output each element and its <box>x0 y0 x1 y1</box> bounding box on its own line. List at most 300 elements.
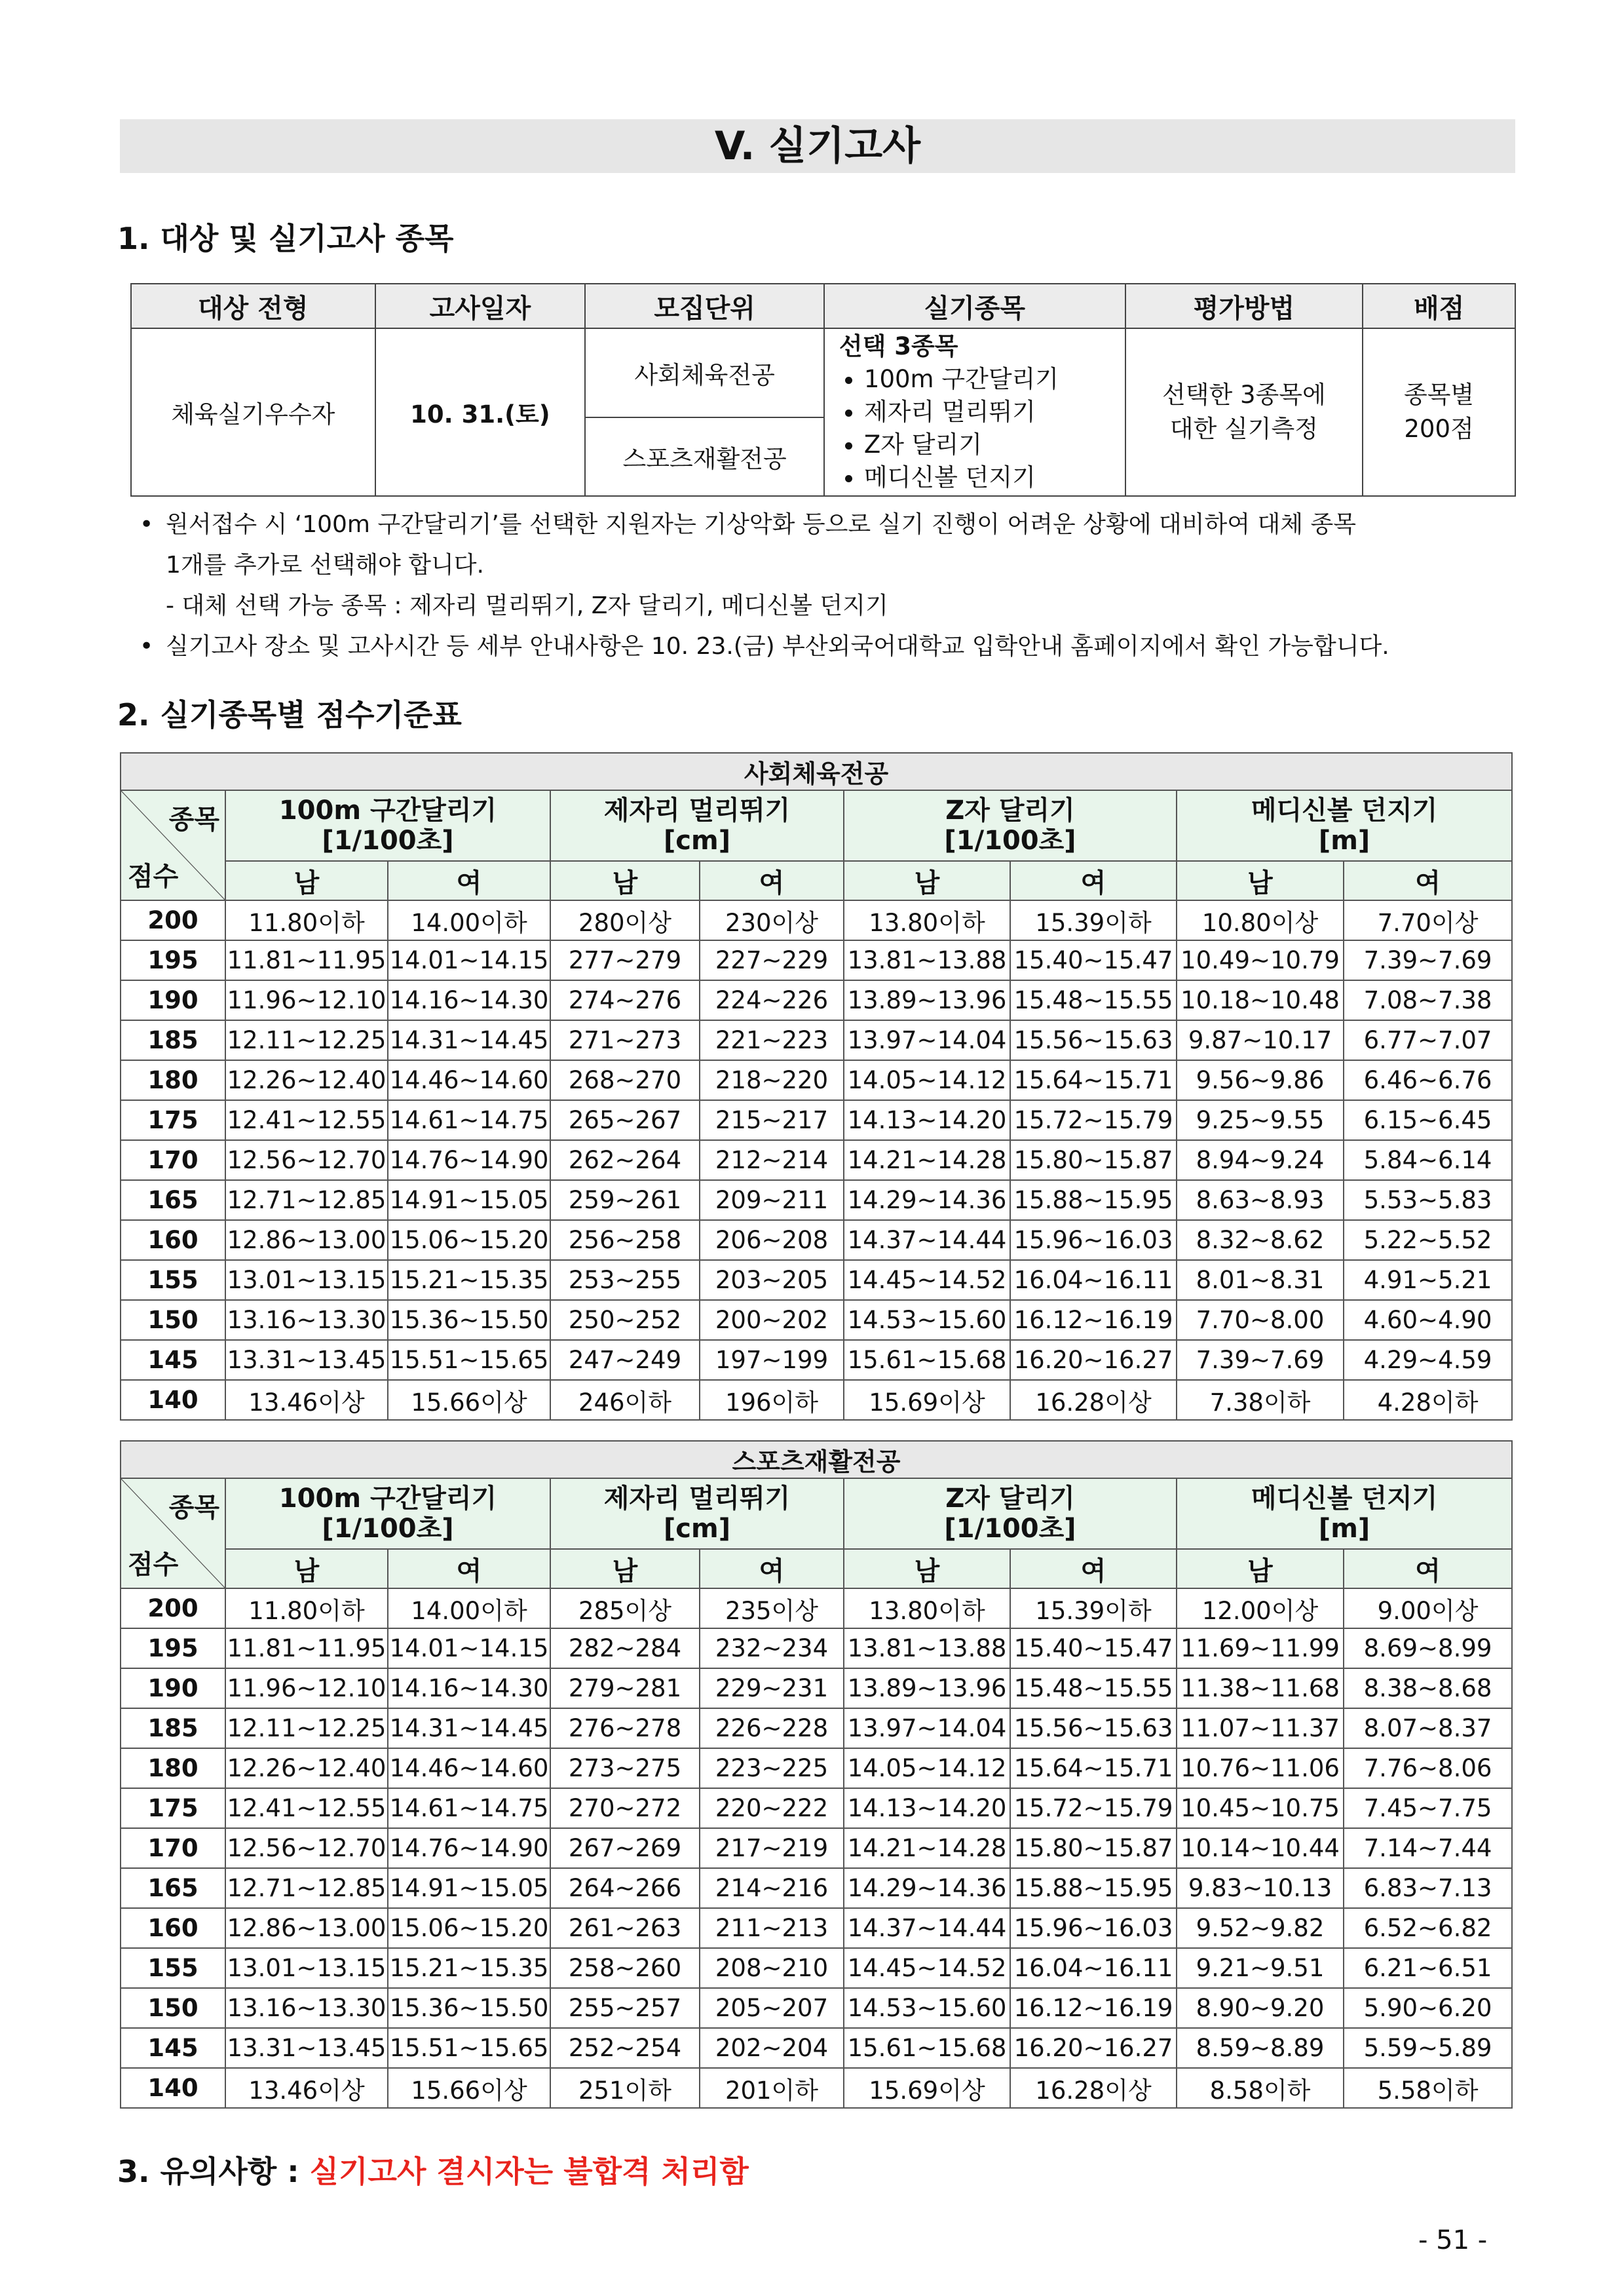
criterion-cell: 232~234 <box>700 1628 844 1668</box>
criterion-cell: 8.07~8.37 <box>1344 1708 1512 1748</box>
criterion-cell: 15.72~15.79 <box>1010 1788 1177 1828</box>
criterion-cell: 13.46이상 <box>225 1380 388 1420</box>
score-value: 190 <box>121 980 225 1020</box>
col-header: 모집단위 <box>585 284 824 328</box>
criterion-cell: 8.38~8.68 <box>1344 1668 1512 1708</box>
criterion-cell: 7.14~7.44 <box>1344 1828 1512 1868</box>
criterion-cell: 229~231 <box>700 1668 844 1708</box>
criterion-cell: 12.41~12.55 <box>225 1788 388 1828</box>
criterion-cell: 15.80~15.87 <box>1010 1828 1177 1868</box>
criterion-cell: 5.58이하 <box>1344 2068 1512 2108</box>
criterion-cell: 227~229 <box>700 940 844 980</box>
table-row <box>121 1868 1512 1908</box>
criterion-cell: 15.61~15.68 <box>844 1340 1010 1380</box>
criterion-cell: 7.39~7.69 <box>1344 940 1512 980</box>
table-row <box>121 2068 1512 2108</box>
criterion-cell: 12.86~13.00 <box>225 1220 388 1260</box>
table-row <box>121 1300 1512 1340</box>
criterion-cell: 214~216 <box>700 1868 844 1908</box>
criterion-cell: 212~214 <box>700 1140 844 1180</box>
criterion-cell: 12.41~12.55 <box>225 1100 388 1140</box>
criterion-cell: 12.11~12.25 <box>225 1708 388 1748</box>
criterion-cell: 246이하 <box>550 1380 700 1420</box>
score-value: 145 <box>121 2028 225 2068</box>
criterion-cell: 206~208 <box>700 1220 844 1260</box>
criterion-cell: 273~275 <box>550 1748 700 1788</box>
section3-title: 3. 유의사항 : <box>117 2154 299 2189</box>
table-row <box>121 1260 1512 1300</box>
event-item: • 제자리 멀리뛰기 <box>864 396 1124 429</box>
criterion-cell: 5.53~5.83 <box>1344 1180 1512 1220</box>
criterion-cell: 15.96~16.03 <box>1010 1908 1177 1948</box>
criterion-cell: 11.80이하 <box>225 900 388 940</box>
criterion-cell: 15.69이상 <box>844 2068 1010 2108</box>
criterion-cell: 15.21~15.35 <box>388 1260 550 1300</box>
criterion-cell: 279~281 <box>550 1668 700 1708</box>
event-name: Z자 달리기 <box>945 795 1075 826</box>
criterion-cell: 11.96~12.10 <box>225 1668 388 1708</box>
criterion-cell: 4.29~4.59 <box>1344 1340 1512 1380</box>
criterion-cell: 8.58이하 <box>1177 2068 1344 2108</box>
corner-header <box>121 1478 225 1588</box>
gender-header: 여 <box>1010 861 1177 900</box>
criterion-cell: 6.52~6.82 <box>1344 1908 1512 1948</box>
score-value: 180 <box>121 1748 225 1788</box>
criterion-cell: 15.66이상 <box>388 1380 550 1420</box>
table-row <box>121 1180 1512 1220</box>
criterion-cell: 202~204 <box>700 2028 844 2068</box>
table-row <box>121 1020 1512 1060</box>
criterion-cell: 14.91~15.05 <box>388 1868 550 1908</box>
criterion-cell: 15.61~15.68 <box>844 2028 1010 2068</box>
criterion-cell: 9.21~9.51 <box>1177 1948 1344 1988</box>
criterion-cell: 10.80이상 <box>1177 900 1344 940</box>
criterion-cell: 5.84~6.14 <box>1344 1140 1512 1180</box>
score-value: 140 <box>121 1380 225 1420</box>
warning-text: 실기고사 결시자는 불합격 처리함 <box>309 2154 749 2189</box>
criterion-cell: 10.45~10.75 <box>1177 1788 1344 1828</box>
score-table <box>120 1440 1513 2109</box>
criterion-cell: 14.46~14.60 <box>388 1060 550 1100</box>
criterion-cell: 15.69이상 <box>844 1380 1010 1420</box>
event-name: 100m 구간달리기 <box>278 795 497 826</box>
events-cell <box>824 328 1125 496</box>
target-type: 체육실기우수자 <box>131 328 375 496</box>
event-unit: [m] <box>1318 826 1370 856</box>
criterion-cell: 253~255 <box>550 1260 700 1300</box>
note-item: • 실기고사 장소 및 고사시간 등 세부 안내사항은 10. 23.(금) 부산외국어대학교 입학안내 홈페이지에서 확인 가능합니다. <box>140 626 1522 667</box>
criterion-cell: 280이상 <box>550 900 700 940</box>
method-line: 대한 실기측정 <box>1169 415 1318 443</box>
score-table <box>120 752 1513 1421</box>
gender-header: 여 <box>388 861 550 900</box>
criterion-cell: 13.01~13.15 <box>225 1948 388 1988</box>
criterion-cell: 7.39~7.69 <box>1177 1340 1344 1380</box>
criterion-cell: 15.72~15.79 <box>1010 1100 1177 1140</box>
score-value: 150 <box>121 1300 225 1340</box>
criterion-cell: 264~266 <box>550 1868 700 1908</box>
criterion-cell: 9.56~9.86 <box>1177 1060 1344 1100</box>
table-caption: 사회체육전공 <box>121 753 1512 790</box>
table-row <box>121 1828 1512 1868</box>
event-header <box>1177 1478 1512 1549</box>
score-value: 185 <box>121 1708 225 1748</box>
criterion-cell: 12.56~12.70 <box>225 1828 388 1868</box>
criterion-cell: 16.28이상 <box>1010 1380 1177 1420</box>
criterion-cell: 4.60~4.90 <box>1344 1300 1512 1340</box>
criterion-cell: 258~260 <box>550 1948 700 1988</box>
gender-header: 여 <box>1344 861 1512 900</box>
event-item: • 메디신볼 던지기 <box>864 461 1124 494</box>
gender-header: 여 <box>700 861 844 900</box>
unit-cell: 사회체육전공 <box>585 328 824 417</box>
section3-heading <box>117 2148 749 2191</box>
criterion-cell: 13.31~13.45 <box>225 2028 388 2068</box>
criterion-cell: 13.89~13.96 <box>844 980 1010 1020</box>
criterion-cell: 274~276 <box>550 980 700 1020</box>
score-value: 165 <box>121 1868 225 1908</box>
gender-header: 남 <box>225 861 388 900</box>
event-name: 메디신볼 던지기 <box>1251 795 1438 826</box>
criterion-cell: 14.05~14.12 <box>844 1748 1010 1788</box>
criterion-cell: 13.01~13.15 <box>225 1260 388 1300</box>
criterion-cell: 247~249 <box>550 1340 700 1380</box>
criterion-cell: 14.21~14.28 <box>844 1140 1010 1180</box>
criterion-cell: 200~202 <box>700 1300 844 1340</box>
exam-info-table <box>130 283 1516 497</box>
criterion-cell: 12.71~12.85 <box>225 1868 388 1908</box>
criterion-cell: 11.96~12.10 <box>225 980 388 1020</box>
event-unit: [cm] <box>664 826 730 856</box>
criterion-cell: 10.49~10.79 <box>1177 940 1344 980</box>
criterion-cell: 5.59~5.89 <box>1344 2028 1512 2068</box>
event-item: • Z자 달리기 <box>864 429 1124 461</box>
gender-header: 여 <box>388 1549 550 1588</box>
score-cell <box>1363 328 1515 496</box>
criterion-cell: 13.97~14.04 <box>844 1020 1010 1060</box>
criterion-cell: 12.26~12.40 <box>225 1060 388 1100</box>
table-row <box>121 1340 1512 1380</box>
criterion-cell: 11.81~11.95 <box>225 1628 388 1668</box>
event-unit: [cm] <box>664 1514 730 1544</box>
criterion-cell: 4.91~5.21 <box>1344 1260 1512 1300</box>
criterion-cell: 8.59~8.89 <box>1177 2028 1344 2068</box>
criterion-cell: 14.61~14.75 <box>388 1788 550 1828</box>
criterion-cell: 13.16~13.30 <box>225 1300 388 1340</box>
event-name: 제자리 멀리뛰기 <box>603 1483 791 1514</box>
event-name: 제자리 멀리뛰기 <box>603 795 791 826</box>
criterion-cell: 16.04~16.11 <box>1010 1948 1177 1988</box>
criterion-cell: 13.16~13.30 <box>225 1988 388 2028</box>
criterion-cell: 14.31~14.45 <box>388 1708 550 1748</box>
criterion-cell: 15.40~15.47 <box>1010 940 1177 980</box>
criterion-cell: 14.37~14.44 <box>844 1908 1010 1948</box>
score-value: 140 <box>121 2068 225 2108</box>
corner-label-score: 점수 <box>128 862 179 892</box>
gender-header: 남 <box>1177 1549 1344 1588</box>
criterion-cell: 9.00이상 <box>1344 1588 1512 1628</box>
criterion-cell: 14.13~14.20 <box>844 1788 1010 1828</box>
criterion-cell: 276~278 <box>550 1708 700 1748</box>
criterion-cell: 271~273 <box>550 1020 700 1060</box>
criterion-cell: 8.63~8.93 <box>1177 1180 1344 1220</box>
criterion-cell: 15.21~15.35 <box>388 1948 550 1988</box>
criterion-cell: 203~205 <box>700 1260 844 1300</box>
criterion-cell: 15.48~15.55 <box>1010 1668 1177 1708</box>
event-name: 메디신볼 던지기 <box>1251 1483 1438 1514</box>
score-value: 150 <box>121 1988 225 2028</box>
criterion-cell: 14.21~14.28 <box>844 1828 1010 1868</box>
gender-header: 남 <box>225 1549 388 1588</box>
score-value: 170 <box>121 1140 225 1180</box>
gender-header: 남 <box>550 861 700 900</box>
col-header: 평가방법 <box>1125 284 1363 328</box>
criterion-cell: 13.81~13.88 <box>844 1628 1010 1668</box>
event-header <box>550 790 844 861</box>
score-value: 160 <box>121 1908 225 1948</box>
criterion-cell: 8.94~9.24 <box>1177 1140 1344 1180</box>
criterion-cell: 9.87~10.17 <box>1177 1020 1344 1060</box>
gender-header: 여 <box>700 1549 844 1588</box>
criterion-cell: 10.14~10.44 <box>1177 1828 1344 1868</box>
criterion-cell: 259~261 <box>550 1180 700 1220</box>
criterion-cell: 14.29~14.36 <box>844 1180 1010 1220</box>
criterion-cell: 14.00이하 <box>388 1588 550 1628</box>
table-row <box>121 1100 1512 1140</box>
criterion-cell: 14.45~14.52 <box>844 1260 1010 1300</box>
criterion-cell: 208~210 <box>700 1948 844 1988</box>
criterion-cell: 220~222 <box>700 1788 844 1828</box>
criterion-cell: 15.06~15.20 <box>388 1908 550 1948</box>
criterion-cell: 270~272 <box>550 1788 700 1828</box>
criterion-cell: 15.88~15.95 <box>1010 1180 1177 1220</box>
criterion-cell: 15.51~15.65 <box>388 1340 550 1380</box>
event-unit: [1/100초] <box>944 826 1076 856</box>
criterion-cell: 209~211 <box>700 1180 844 1220</box>
event-unit: [1/100초] <box>322 826 454 856</box>
table-row <box>121 940 1512 980</box>
table-row <box>121 2028 1512 2068</box>
criterion-cell: 268~270 <box>550 1060 700 1100</box>
score-value: 165 <box>121 1180 225 1220</box>
table-row <box>121 1140 1512 1180</box>
criterion-cell: 7.76~8.06 <box>1344 1748 1512 1788</box>
criterion-cell: 7.38이하 <box>1177 1380 1344 1420</box>
criterion-cell: 13.46이상 <box>225 2068 388 2108</box>
score-value: 175 <box>121 1100 225 1140</box>
exam-date: 10. 31.(토) <box>375 328 586 496</box>
criterion-cell: 8.90~9.20 <box>1177 1988 1344 2028</box>
criterion-cell: 9.52~9.82 <box>1177 1908 1344 1948</box>
col-header: 고사일자 <box>375 284 586 328</box>
criterion-cell: 14.61~14.75 <box>388 1100 550 1140</box>
criterion-cell: 15.39이하 <box>1010 900 1177 940</box>
table-row <box>121 1788 1512 1828</box>
criterion-cell: 12.71~12.85 <box>225 1180 388 1220</box>
criterion-cell: 13.97~14.04 <box>844 1708 1010 1748</box>
criterion-cell: 6.83~7.13 <box>1344 1868 1512 1908</box>
criterion-cell: 12.00이상 <box>1177 1588 1344 1628</box>
table-row <box>121 1060 1512 1100</box>
criterion-cell: 13.31~13.45 <box>225 1340 388 1380</box>
table-row <box>121 1380 1512 1420</box>
section1-heading: 1. 대상 및 실기고사 종목 <box>117 221 454 256</box>
criterion-cell: 221~223 <box>700 1020 844 1060</box>
criterion-cell: 14.29~14.36 <box>844 1868 1010 1908</box>
criterion-cell: 15.56~15.63 <box>1010 1020 1177 1060</box>
criterion-cell: 13.81~13.88 <box>844 940 1010 980</box>
score-value: 175 <box>121 1788 225 1828</box>
criterion-cell: 14.01~14.15 <box>388 940 550 980</box>
criterion-cell: 15.64~15.71 <box>1010 1060 1177 1100</box>
criterion-cell: 255~257 <box>550 1988 700 2028</box>
score-value: 160 <box>121 1220 225 1260</box>
criterion-cell: 6.15~6.45 <box>1344 1100 1512 1140</box>
criterion-cell: 223~225 <box>700 1748 844 1788</box>
criterion-cell: 11.80이하 <box>225 1588 388 1628</box>
criterion-cell: 197~199 <box>700 1340 844 1380</box>
unit-cell: 스포츠재활전공 <box>585 417 824 496</box>
score-value: 185 <box>121 1020 225 1060</box>
event-name: Z자 달리기 <box>945 1483 1075 1514</box>
criterion-cell: 14.16~14.30 <box>388 980 550 1020</box>
event-unit: [m] <box>1318 1514 1370 1544</box>
criterion-cell: 7.70~8.00 <box>1177 1300 1344 1340</box>
criterion-cell: 15.36~15.50 <box>388 1988 550 2028</box>
corner-label-score: 점수 <box>128 1550 179 1580</box>
notes <box>140 505 1522 667</box>
table-row <box>121 1668 1512 1708</box>
table-row <box>121 1708 1512 1748</box>
event-header <box>844 1478 1177 1549</box>
criterion-cell: 14.91~15.05 <box>388 1180 550 1220</box>
criterion-cell: 8.01~8.31 <box>1177 1260 1344 1300</box>
criterion-cell: 5.22~5.52 <box>1344 1220 1512 1260</box>
criterion-cell: 14.76~14.90 <box>388 1828 550 1868</box>
criterion-cell: 14.37~14.44 <box>844 1220 1010 1260</box>
criterion-cell: 10.18~10.48 <box>1177 980 1344 1020</box>
criterion-cell: 205~207 <box>700 1988 844 2028</box>
criterion-cell: 11.38~11.68 <box>1177 1668 1344 1708</box>
score-value: 180 <box>121 1060 225 1100</box>
criterion-cell: 6.21~6.51 <box>1344 1948 1512 1988</box>
event-header <box>550 1478 844 1549</box>
corner-label-event: 종목 <box>168 805 219 835</box>
criterion-cell: 14.01~14.15 <box>388 1628 550 1668</box>
criterion-cell: 7.45~7.75 <box>1344 1788 1512 1828</box>
method-cell <box>1125 328 1363 496</box>
criterion-cell: 15.36~15.50 <box>388 1300 550 1340</box>
table-row <box>121 1908 1512 1948</box>
criterion-cell: 5.90~6.20 <box>1344 1988 1512 2028</box>
criterion-cell: 16.20~16.27 <box>1010 2028 1177 2068</box>
event-header <box>1177 790 1512 861</box>
criterion-cell: 12.26~12.40 <box>225 1748 388 1788</box>
table-caption: 스포츠재활전공 <box>121 1441 1512 1478</box>
criterion-cell: 217~219 <box>700 1828 844 1868</box>
criterion-cell: 13.80이하 <box>844 1588 1010 1628</box>
table-row <box>121 1748 1512 1788</box>
table-row <box>121 1588 1512 1628</box>
criterion-cell: 265~267 <box>550 1100 700 1140</box>
criterion-cell: 267~269 <box>550 1828 700 1868</box>
event-unit: [1/100초] <box>944 1514 1076 1544</box>
criterion-cell: 211~213 <box>700 1908 844 1948</box>
corner-header <box>121 790 225 900</box>
criterion-cell: 215~217 <box>700 1100 844 1140</box>
criterion-cell: 252~254 <box>550 2028 700 2068</box>
criterion-cell: 8.32~8.62 <box>1177 1220 1344 1260</box>
criterion-cell: 6.77~7.07 <box>1344 1020 1512 1060</box>
score-table-wrap <box>120 1440 1513 2109</box>
event-item: • 100m 구간달리기 <box>864 363 1124 396</box>
event-name: 100m 구간달리기 <box>278 1483 497 1514</box>
criterion-cell: 7.08~7.38 <box>1344 980 1512 1020</box>
criterion-cell: 250~252 <box>550 1300 700 1340</box>
criterion-cell: 11.07~11.37 <box>1177 1708 1344 1748</box>
criterion-cell: 12.86~13.00 <box>225 1908 388 1948</box>
score-value: 195 <box>121 940 225 980</box>
criterion-cell: 10.76~11.06 <box>1177 1748 1344 1788</box>
table-row <box>121 1988 1512 2028</box>
table-row <box>121 1948 1512 1988</box>
criterion-cell: 15.39이하 <box>1010 1588 1177 1628</box>
criterion-cell: 16.04~16.11 <box>1010 1260 1177 1300</box>
note-subitem: - 대체 선택 가능 종목 : 제자리 멀리뛰기, Z자 달리기, 메디신볼 던지기 <box>166 592 888 619</box>
criterion-cell: 14.53~15.60 <box>844 1988 1010 2028</box>
table-row <box>121 1628 1512 1668</box>
criterion-cell: 14.16~14.30 <box>388 1668 550 1708</box>
criterion-cell: 12.11~12.25 <box>225 1020 388 1060</box>
event-header <box>844 790 1177 861</box>
gender-header: 남 <box>550 1549 700 1588</box>
criterion-cell: 218~220 <box>700 1060 844 1100</box>
criterion-cell: 15.88~15.95 <box>1010 1868 1177 1908</box>
criterion-cell: 282~284 <box>550 1628 700 1668</box>
table-row <box>121 1220 1512 1260</box>
criterion-cell: 14.13~14.20 <box>844 1100 1010 1140</box>
criterion-cell: 6.46~6.76 <box>1344 1060 1512 1100</box>
criterion-cell: 15.51~15.65 <box>388 2028 550 2068</box>
criterion-cell: 13.89~13.96 <box>844 1668 1010 1708</box>
gender-header: 여 <box>1344 1549 1512 1588</box>
col-header: 배점 <box>1363 284 1515 328</box>
criterion-cell: 235이상 <box>700 1588 844 1628</box>
criterion-cell: 224~226 <box>700 980 844 1020</box>
criterion-cell: 15.80~15.87 <box>1010 1140 1177 1180</box>
gender-header: 남 <box>844 1549 1010 1588</box>
score-value: 190 <box>121 1668 225 1708</box>
gender-header: 남 <box>1177 861 1344 900</box>
event-header <box>225 1478 550 1549</box>
criterion-cell: 15.66이상 <box>388 2068 550 2108</box>
score-line: 종목별 <box>1403 381 1475 409</box>
criterion-cell: 13.80이하 <box>844 900 1010 940</box>
criterion-cell: 15.40~15.47 <box>1010 1628 1177 1668</box>
criterion-cell: 285이상 <box>550 1588 700 1628</box>
col-header: 실기종목 <box>824 284 1125 328</box>
event-header <box>225 790 550 861</box>
criterion-cell: 201이하 <box>700 2068 844 2108</box>
criterion-cell: 9.83~10.13 <box>1177 1868 1344 1908</box>
criterion-cell: 16.28이상 <box>1010 2068 1177 2108</box>
criterion-cell: 262~264 <box>550 1140 700 1180</box>
score-table-wrap <box>120 752 1513 1421</box>
note-item: • 원서접수 시 ‘100m 구간달리기’를 선택한 지원자는 기상악화 등으로 실기 진행이 어려운 상황에 대비하여 대체 종목 <box>140 505 1522 545</box>
criterion-cell: 14.45~14.52 <box>844 1948 1010 1988</box>
score-value: 200 <box>121 900 225 940</box>
criterion-cell: 14.00이하 <box>388 900 550 940</box>
